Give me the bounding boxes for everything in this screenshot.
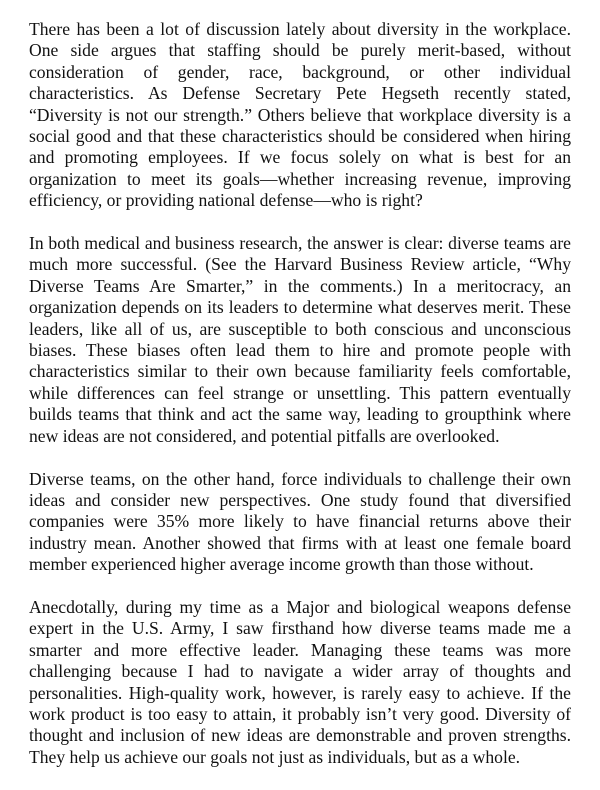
paragraph-intro: There has been a lot of discussion lately about diversity in the workplace. One side argues that staffing should be purely merit-based, without consideration of gender, race, background, or other individual characteristics. As Defense Secretary Pete Hegseth recently stated, “Diversity is not our strength.” Others believe that workplace diversity is a social good and that these characteristics should be considered when hiring and promoting employees. If we focus solely on what is best for an organization to meet its goals—whether increasing revenue, improving efficiency, or providing national defense—who is right?: [29, 19, 571, 211]
paragraph-anecdote: Anecdotally, during my time as a Major and biological weapons defense expert in the U.S. Army, I saw firsthand how diverse teams made me a smarter and more effective leader. Managing these teams was more challenging because I had to navigate a wider array of thoughts and personalities. High-quality work, however, is rarely easy to achieve. If the work product is too easy to attain, it probably isn’t very good. Diversity of thought and inclusion of new ideas are demonstrable and proven strengths. They help us achieve our goals not just as individuals, but as a whole.: [29, 596, 571, 767]
paragraph-research: In both medical and business research, the answer is clear: diverse teams are much more successful. (See the Harvard Business Review article, “Why Diverse Teams Are Smarter,” in the comments.) In a meritocracy, an organization depends on its leaders to determine what deserves merit. These leaders, like all of us, are susceptible to both conscious and unconscious biases. These biases often lead them to hire and promote people with characteristics similar to their own because familiarity feels comfortable, while differences can feel strange or unsettling. This pattern eventually builds teams that think and act the same way, leading to groupthink where new ideas are not considered, and potential pitfalls are overlooked.: [29, 233, 571, 446]
document-body: [29, 19, 571, 790]
paragraph-diverse-teams: Diverse teams, on the other hand, force individuals to challenge their own ideas and consider new perspectives. One study found that diversified companies were 35% more likely to have financial returns above their industry mean. Another showed that firms with at least one female board member experienced higher average income growth than those without.: [29, 468, 571, 575]
